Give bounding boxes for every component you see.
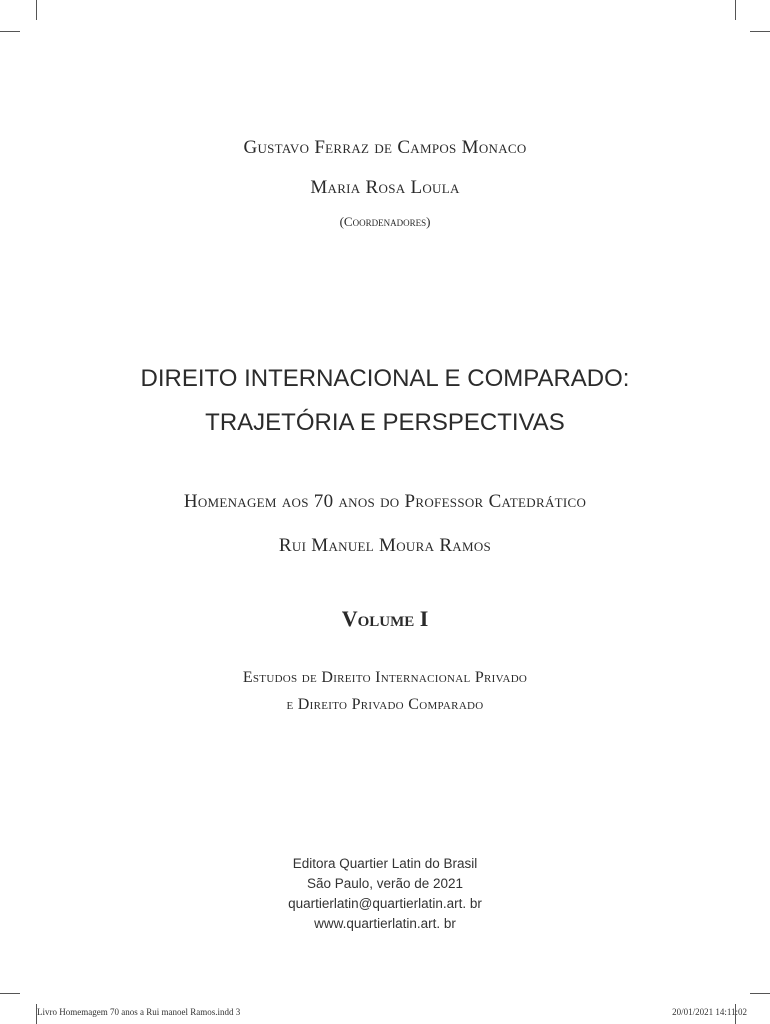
- crop-mark: [36, 0, 37, 20]
- crop-mark: [0, 993, 20, 994]
- crop-mark: [750, 31, 770, 32]
- crop-mark: [0, 31, 20, 32]
- book-title: [0, 357, 770, 445]
- print-timestamp: 20/01/2021 14:11:02: [672, 1007, 747, 1017]
- crop-mark: [735, 0, 736, 20]
- publisher-name: Editora Quartier Latin do Brasil: [292, 856, 478, 871]
- authors-block: [0, 128, 770, 238]
- publisher-email: quartierlatin@quartierlatin.art. br: [288, 896, 482, 911]
- volume-label: Volume I: [341, 606, 429, 631]
- publisher-place-date: São Paulo, verão de 2021: [306, 876, 464, 891]
- homage-subtitle: [0, 480, 770, 568]
- volume-subtitle-line: Estudos de Direito Internacional Privado: [242, 669, 528, 686]
- publisher-website: www.quartierlatin.art. br: [314, 916, 456, 931]
- authors-role: (Coordenadores): [339, 214, 431, 229]
- author-name: Maria Rosa Loula: [310, 177, 460, 198]
- publisher-block: [0, 854, 770, 934]
- volume-subtitle-line: e Direito Privado Comparado: [286, 696, 484, 713]
- honoree-name: Rui Manuel Moura Ramos: [278, 535, 492, 556]
- volume-subtitle: [0, 664, 770, 718]
- print-file-slug: Livro Homemagem 70 anos a Rui manoel Ramos.indd 3: [37, 1007, 241, 1017]
- title-line: DIREITO INTERNACIONAL E COMPARADO:: [140, 365, 630, 392]
- title-line: TRAJETÓRIA E PERSPECTIVAS: [205, 409, 565, 436]
- crop-mark: [750, 993, 770, 994]
- homage-line: Homenagem aos 70 anos do Professor Catedrático: [183, 491, 587, 512]
- author-name: Gustavo Ferraz de Campos Monaco: [243, 137, 527, 158]
